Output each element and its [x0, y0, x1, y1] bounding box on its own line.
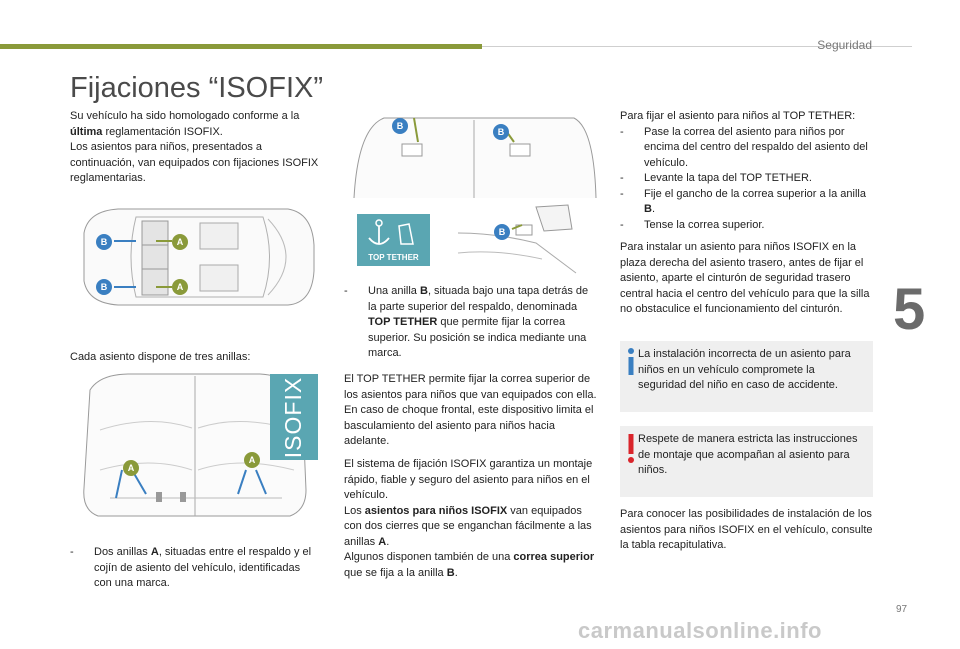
isofix-p3-bold-2: A: [378, 535, 387, 548]
item-a-bold: A: [150, 546, 159, 558]
tether-step-2: Levante la tapa del TOP TETHER.: [644, 172, 812, 184]
intro-bold: última: [70, 125, 103, 138]
tether-steps: Para fijar el asiento para niños al TOP TETHER: - Pase la correa del asiento para niños por encima del centro del respaldo del asiento del vehículo. - Levante la tapa del TOP TETHER. - Fije el gancho de la correa superior a la anilla B. - Tense la correa superior.: [620, 109, 875, 233]
intro-text: [70, 109, 325, 187]
watermark: carmanualsonline.info: [578, 618, 822, 643]
isofix-p4-bold: correa superior: [513, 551, 595, 563]
tether-step-4: Tense la correa superior.: [644, 218, 765, 231]
isofix-tag-text: ISOFIX: [280, 376, 307, 458]
isofix-p3-b: van equipados con dos cierres que se enganchan fácilmente a las anillas: [344, 504, 592, 548]
info-text: La instalación incorrecta de un asiento para niños en un vehículo compromete la seguridad del niño en caso de accidente.: [638, 348, 851, 391]
item-b-text: Una anilla: [368, 285, 420, 297]
isofix-p4-a: Algunos disponen también de una: [344, 551, 514, 563]
isofix-paragraph: [344, 457, 600, 581]
isofix-p3-bold: asientos para niños ISOFIX: [364, 504, 508, 517]
section-title: Seguridad: [817, 38, 872, 52]
item-b-text-3: que permite fijar la correa superior. Su posición se indica mediante una marca.: [368, 316, 587, 359]
anillas-intro: Cada asiento dispone de tres anillas:: [70, 351, 251, 363]
isofix-p3-c: .: [386, 535, 390, 548]
marker-a-bottom: A: [172, 279, 188, 295]
item-a-text: Dos anillas: [94, 546, 151, 558]
header-accent-bar: [0, 44, 482, 49]
tether-step-3-end: .: [651, 203, 656, 215]
tether-steps-intro: Para fijar el asiento para niños al TOP TETHER:: [620, 110, 856, 122]
top-tether-detail-figure: [456, 203, 580, 278]
warning-box: [620, 426, 873, 497]
page-number: 97: [896, 604, 908, 615]
tether-step-1: Pase la correa del asiento para niños por encima del centro del respaldo del asiento del vehículo.: [644, 125, 868, 169]
marker-b-top: B: [96, 234, 112, 250]
top-tether-logo: [357, 214, 430, 266]
top-tether-seat-figure: [344, 108, 604, 203]
item-a-text-2: , situadas entre el respaldo y el cojín de asiento del vehículo, identificadas con una marca.: [94, 546, 312, 589]
install-paragraph: Para instalar un asiento para niños ISOFIX en la plaza derecha del asiento trasero, antes de fijar el asiento, aparte el cinturón de seguridad trasero central hacia el centro del vehículo para que la silla no obstaculice el funcionamiento del cinturón.: [620, 241, 870, 315]
marker-a-left: A: [123, 460, 139, 476]
marker-b-bottom: B: [96, 279, 112, 295]
item-b-text-2: , situada bajo una tapa detrás de la parte superior del respaldo, denominada: [368, 285, 589, 313]
item-b: - Una anilla B, situada bajo una tapa detrás de la parte superior del respaldo, denominada TOP TETHER que permite fijar la correa superior. Su posición se indica mediante una marca.: [344, 285, 589, 359]
marker-b-tether-left: B: [392, 118, 408, 134]
top-tether-logo-text: TOP TETHER: [368, 253, 419, 262]
marker-b-tether-right: B: [493, 124, 509, 140]
isofix-p3-a: Los: [344, 504, 365, 517]
isofix-paragraph-1: El sistema de fijación ISOFIX garantiza un montaje rápido, fiable y seguro del asiento para niños en el vehículo.: [344, 458, 593, 501]
item-a: - Dos anillas A, situadas entre el respaldo y el cojín de asiento del vehículo, identificadas con una marca.: [70, 546, 312, 589]
car-top-view-figure: [78, 205, 318, 310]
anchor-icon: [357, 214, 430, 254]
item-b-bold: B: [419, 285, 428, 297]
intro-line: Su vehículo ha sido homologado conforme a la: [70, 110, 300, 122]
isofix-label-tag: [270, 374, 318, 460]
isofix-p4-c: .: [454, 566, 458, 579]
info-box: [620, 341, 873, 412]
tether-step-3-bold: B: [644, 203, 652, 215]
warning-icon: [626, 434, 636, 464]
final-paragraph: Para conocer las posibilidades de instalación de los asientos para niños ISOFIX en el vehículo, consulte la tabla recapitulativa.: [620, 508, 873, 551]
intro-line-2: reglamentación ISOFIX.: [102, 125, 223, 138]
chapter-number: 5: [893, 277, 926, 342]
isofix-p4-b: que se fija a la anilla: [344, 566, 447, 579]
info-icon: [626, 347, 636, 377]
tether-step-3: Fije el gancho de la correa superior a la anilla: [644, 187, 866, 200]
marker-b-detail: B: [494, 224, 510, 240]
item-b-bold-2: TOP TETHER: [368, 316, 438, 328]
warning-text: Respete de manera estricta las instrucciones de montaje que acompañan al asiento para niños.: [638, 433, 858, 476]
intro-line-3: Los asientos para niños, presentados a continuación, van equipados con fijaciones ISOFIX reglamentarias.: [70, 141, 319, 184]
top-tether-paragraph: El TOP TETHER permite fijar la correa superior de los asientos para niños que van equipados con ella. En caso de choque frontal, este dispositivo limita el basculamiento del asiento para niños hacia adelante.: [344, 373, 597, 447]
marker-a-right: A: [244, 452, 260, 468]
page-title: Fijaciones “ISOFIX”: [70, 72, 323, 104]
marker-a-top: A: [172, 234, 188, 250]
isofix-p4-bold-2: B: [446, 566, 455, 579]
